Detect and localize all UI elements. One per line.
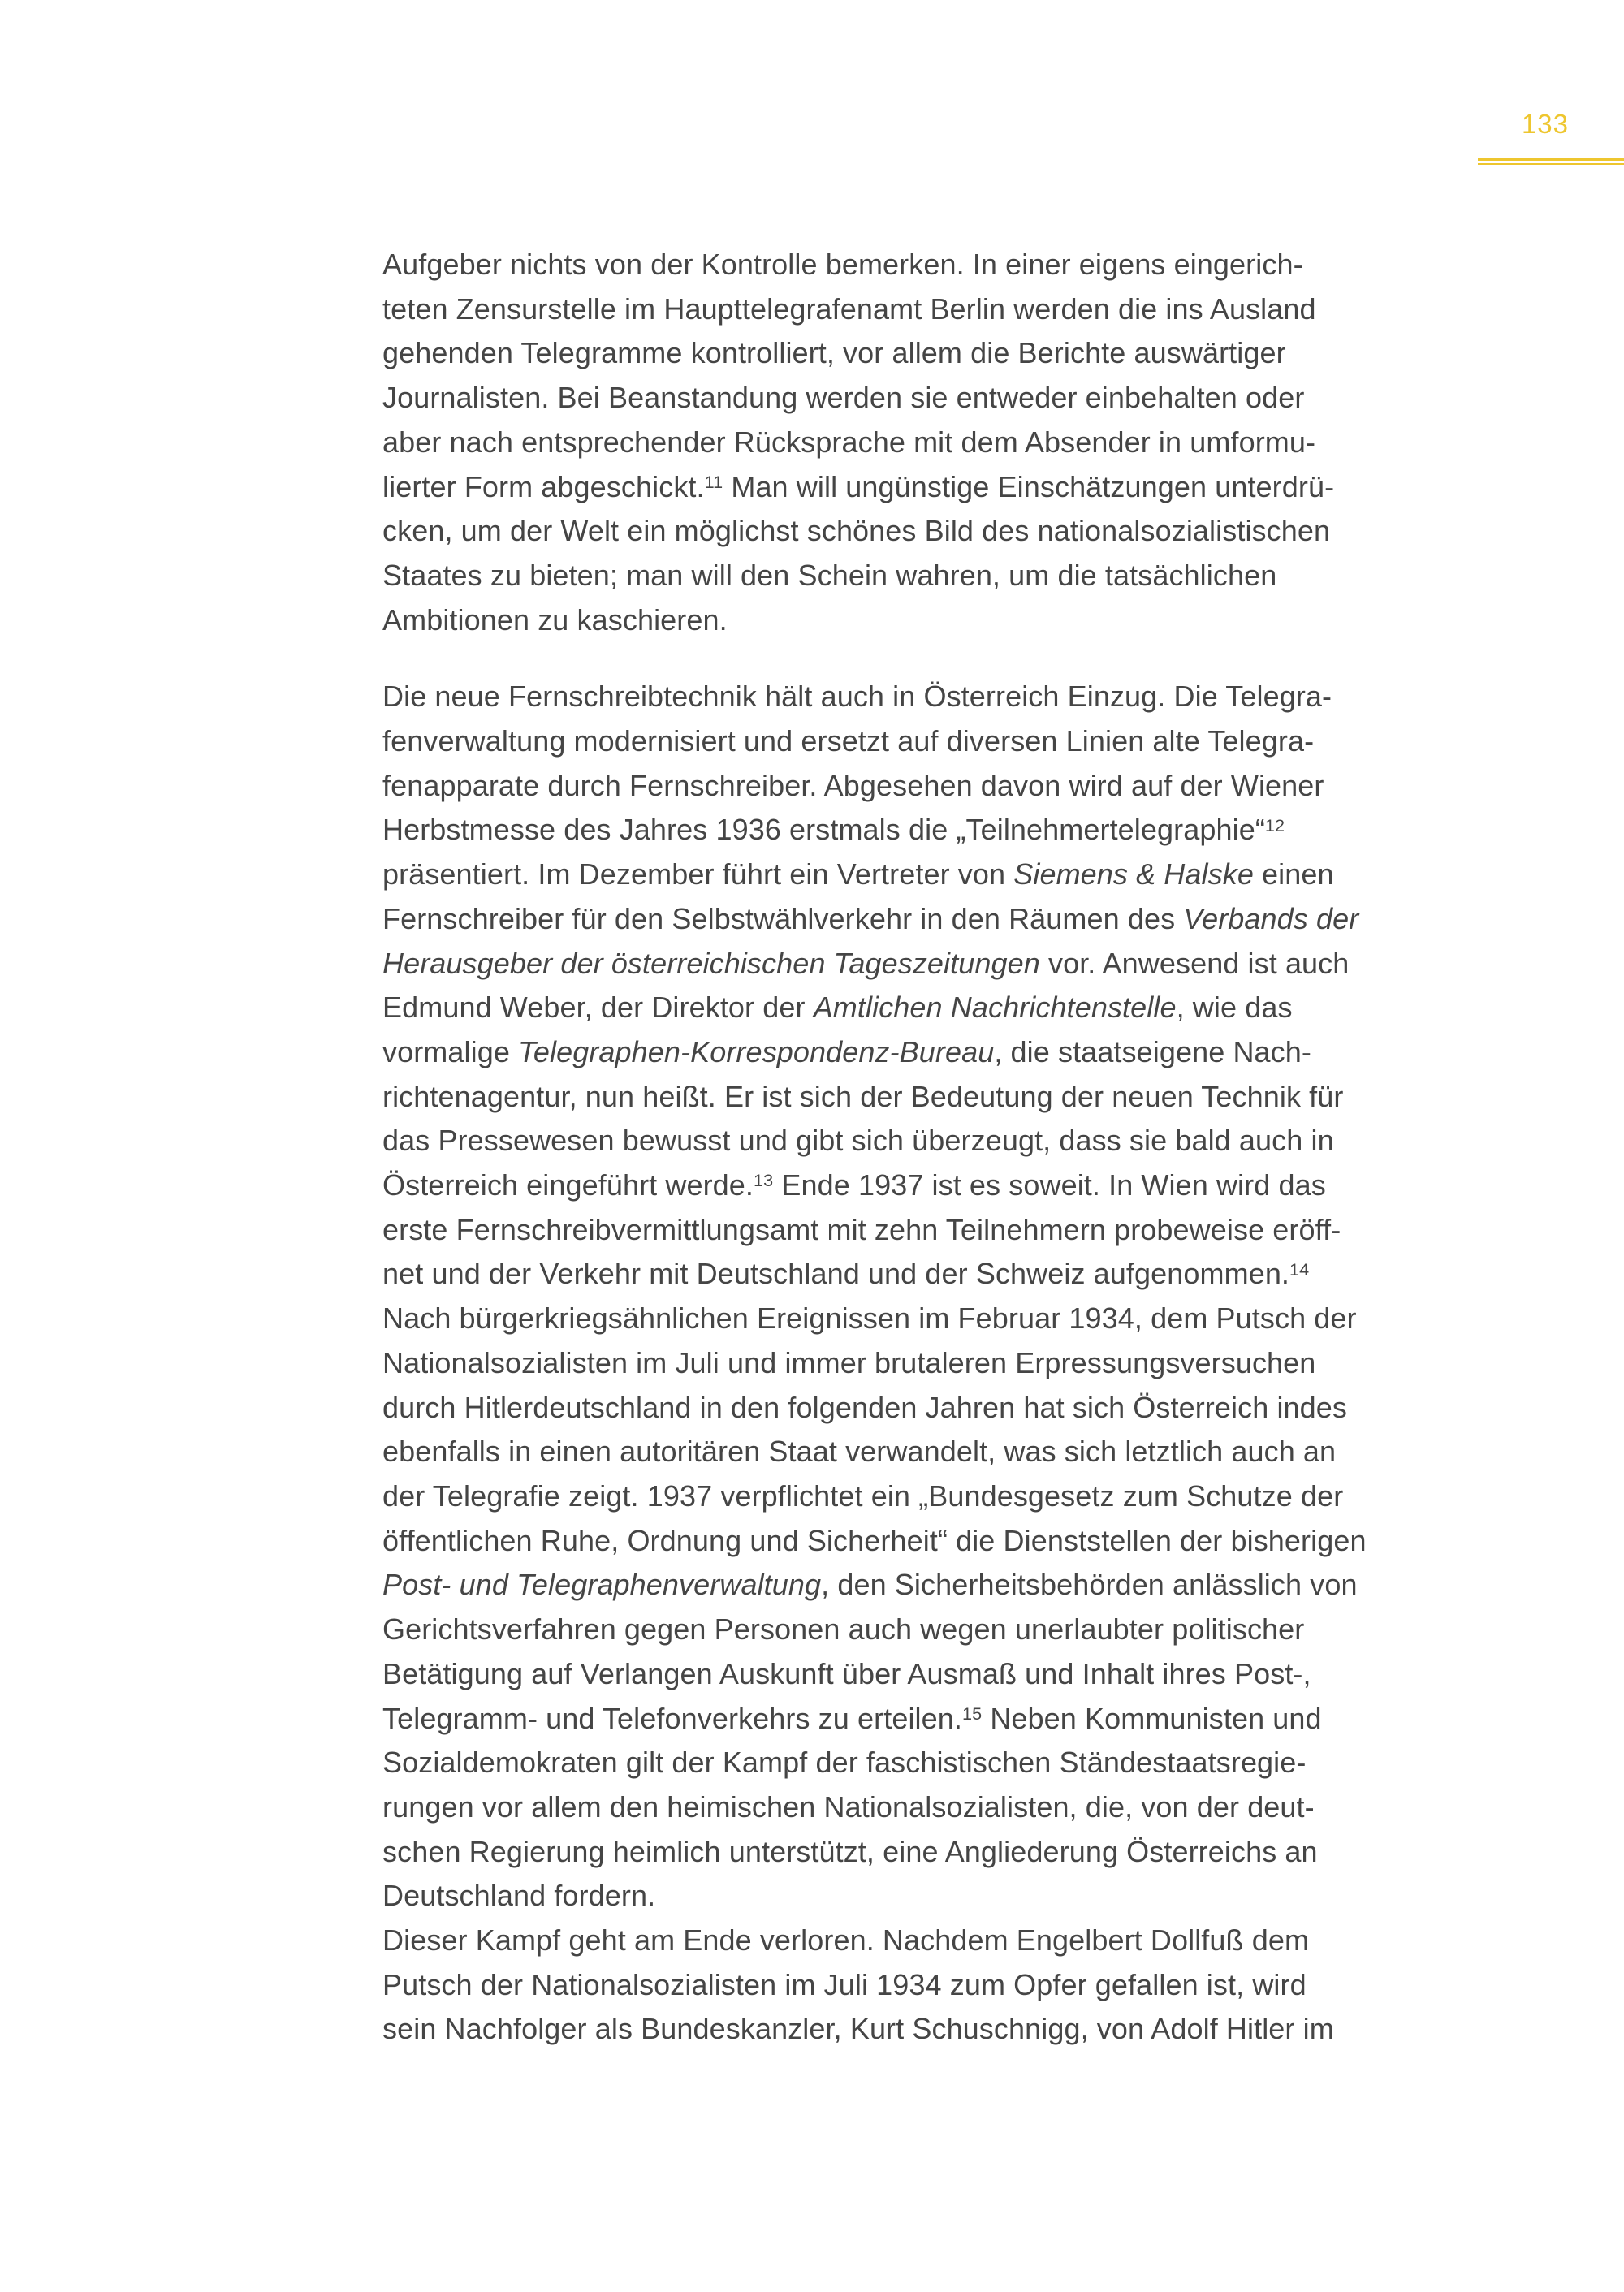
- text-segment: präsentiert. Im Dezember führt ein Vertreter von: [382, 857, 1014, 891]
- text-segment: schen Regierung heimlich unterstützt, eine Angliederung Österreichs an: [382, 1834, 1318, 1868]
- text-segment: öffentlichen Ruhe, Ordnung und Sicherheit“ die Dienststellen der bisherigen: [382, 1523, 1367, 1557]
- text-segment: Nach bürgerkriegsähnlichen Ereignissen im Februar 1934, dem Putsch der: [382, 1301, 1357, 1336]
- text-segment: Sozialdemokraten gilt der Kampf der faschistischen Ständestaatsregie-: [382, 1746, 1307, 1780]
- text-line: [382, 2007, 1475, 2052]
- text-line: [382, 1652, 1475, 1697]
- text-segment: Nationalsozialisten im Juli und immer brutaleren Erpressungsversuchen: [382, 1345, 1316, 1379]
- text-segment: vor. Anwesend ist auch: [1039, 946, 1350, 980]
- text-line: [382, 1874, 1475, 1919]
- page-number: 133: [1521, 109, 1569, 139]
- text-segment: das Pressewesen bewusst und gibt sich überzeugt, dass sie bald auch in: [382, 1124, 1334, 1158]
- text-line: [382, 1297, 1475, 1341]
- text-line: [382, 1430, 1475, 1474]
- text-segment: Gerichtsverfahren gegen Personen auch wegen unerlaubter politischer: [382, 1612, 1305, 1647]
- text-segment: cken, um der Welt ein möglichst schönes Bild des nationalsozialistischen: [382, 514, 1331, 548]
- text-line: [382, 986, 1475, 1030]
- text-segment: Österreich eingeführt werde.: [382, 1168, 754, 1202]
- text-line: [382, 1919, 1475, 1963]
- text-segment: Ende 1937 ist es soweit. In Wien wird das: [773, 1168, 1326, 1202]
- text-segment: teten Zensurstelle im Haupttelegrafenamt Berlin werden die ins Ausland: [382, 291, 1316, 326]
- footnote-ref: 13: [754, 1170, 774, 1191]
- text-line: [382, 1474, 1475, 1519]
- italic-text: Siemens & Halske: [1013, 857, 1254, 891]
- text-segment: sein Nachfolger als Bundeskanzler, Kurt Schuschnigg, von Adolf Hitler im: [382, 2012, 1334, 2046]
- text-line: [382, 852, 1475, 897]
- text-line: [382, 1163, 1475, 1208]
- text-line: [382, 1341, 1475, 1386]
- text-segment: Fernschreiber für den Selbstwählverkehr in den Räumen des: [382, 901, 1184, 935]
- text-line: [382, 554, 1475, 598]
- text-line: [382, 1741, 1475, 1785]
- text-line: [382, 243, 1475, 287]
- footnote-ref: 12: [1264, 814, 1285, 835]
- paragraph: [382, 1919, 1475, 2052]
- text-line: [382, 1386, 1475, 1431]
- text-segment: Telegramm- und Telefonverkehrs zu erteilen.: [382, 1701, 962, 1735]
- text-segment: durch Hitlerdeutschland in den folgenden Jahren hat sich Österreich indes: [382, 1390, 1348, 1424]
- text-line: [382, 1785, 1475, 1830]
- text-line: [382, 1075, 1475, 1120]
- text-segment: ebenfalls in einen autoritären Staat verwandelt, was sich letztlich auch an: [382, 1435, 1337, 1469]
- text-line: [382, 1119, 1475, 1163]
- text-line: [382, 1030, 1475, 1075]
- text-line: [382, 719, 1475, 764]
- text-line: [382, 764, 1475, 809]
- italic-text: Herausgeber der österreichischen Tageszeitungen: [382, 946, 1040, 980]
- text-line: [382, 808, 1475, 852]
- text-segment: gehenden Telegramme kontrolliert, vor allem die Berichte auswärtiger: [382, 336, 1286, 370]
- text-segment: Man will ungünstige Einschätzungen unterdrü-: [723, 469, 1335, 503]
- italic-text: Amtlichen Nachrichtenstelle: [813, 991, 1177, 1025]
- italic-text: Verbands der: [1183, 901, 1359, 935]
- text-segment: Dieser Kampf geht am Ende verloren. Nachdem Engelbert Dollfuß dem: [382, 1923, 1310, 1957]
- text-segment: Neben Kommunisten und: [982, 1701, 1322, 1735]
- text-line: [382, 287, 1475, 332]
- text-segment: Ambitionen zu kaschieren.: [382, 602, 728, 637]
- text-segment: , den Sicherheitsbehörden anlässlich von: [821, 1568, 1358, 1602]
- text-segment: aber nach entsprechender Rücksprache mit dem Absender in umformu-: [382, 425, 1316, 459]
- text-line: [382, 1563, 1475, 1608]
- text-segment: der Telegrafie zeigt. 1937 verpflichtet ein „Bundesgesetz zum Schutze der: [382, 1478, 1344, 1513]
- text-line: [382, 1697, 1475, 1742]
- italic-text: Post- und Telegraphenverwaltung: [382, 1568, 822, 1602]
- text-segment: einen: [1253, 857, 1334, 891]
- text-segment: , wie das: [1176, 991, 1293, 1025]
- text-line: [382, 1519, 1475, 1564]
- text-segment: vormalige: [382, 1034, 519, 1068]
- text-line: [382, 1208, 1475, 1253]
- text-line: [382, 942, 1475, 986]
- text-segment: Staates zu bieten; man will den Schein wahren, um die tatsächlichen: [382, 558, 1277, 592]
- text-segment: richtenagentur, nun heißt. Er ist sich der Bedeutung der neuen Technik für: [382, 1079, 1344, 1113]
- text-line: [382, 1608, 1475, 1652]
- footnote-ref: 11: [704, 471, 723, 492]
- page-number-rule: [1478, 158, 1624, 165]
- text-segment: Betätigung auf Verlangen Auskunft über Ausmaß und Inhalt ihres Post-,: [382, 1656, 1311, 1690]
- body-text: [382, 243, 1475, 2052]
- text-segment: erste Fernschreibvermittlungsamt mit zehn Teilnehmern probeweise eröff-: [382, 1212, 1341, 1246]
- text-line: [382, 1252, 1475, 1297]
- text-line: [382, 509, 1475, 554]
- text-segment: Putsch der Nationalsozialisten im Juli 1934 zum Opfer gefallen ist, wird: [382, 1967, 1307, 2001]
- text-segment: , die staatseigene Nach-: [994, 1034, 1311, 1068]
- text-line: [382, 897, 1475, 942]
- text-line: [382, 376, 1475, 421]
- text-segment: Die neue Fernschreibtechnik hält auch in Österreich Einzug. Die Telegra-: [382, 680, 1332, 714]
- italic-text: Telegraphen-Korrespondenz-Bureau: [518, 1034, 995, 1068]
- text-segment: net und der Verkehr mit Deutschland und der Schweiz aufgenommen.: [382, 1257, 1290, 1291]
- paragraph: [382, 243, 1475, 642]
- text-line: [382, 331, 1475, 376]
- paragraph: [382, 675, 1475, 1919]
- text-segment: Aufgeber nichts von der Kontrolle bemerken. In einer eigens eingerich-: [382, 248, 1303, 281]
- footnote-ref: 14: [1289, 1258, 1310, 1280]
- text-segment: Edmund Weber, der Direktor der: [382, 991, 814, 1025]
- text-segment: Journalisten. Bei Beanstandung werden sie entweder einbehalten oder: [382, 381, 1305, 415]
- text-line: [382, 465, 1475, 510]
- text-segment: Herbstmesse des Jahres 1936 erstmals die „Teilnehmertelegraphie“: [382, 813, 1265, 847]
- text-line: [382, 1830, 1475, 1875]
- text-line: [382, 675, 1475, 719]
- text-line: [382, 598, 1475, 643]
- text-segment: rungen vor allem den heimischen Nationalsozialisten, die, von der deut-: [382, 1789, 1315, 1824]
- footnote-ref: 15: [961, 1703, 983, 1724]
- text-segment: fenapparate durch Fernschreiber. Abgesehen davon wird auf der Wiener: [382, 768, 1324, 802]
- text-segment: Deutschland fordern.: [382, 1879, 656, 1913]
- text-line: [382, 1963, 1475, 2008]
- text-segment: fenverwaltung modernisiert und ersetzt auf diversen Linien alte Telegra-: [382, 724, 1315, 758]
- text-segment: lierter Form abgeschickt.: [382, 469, 705, 503]
- text-line: [382, 421, 1475, 465]
